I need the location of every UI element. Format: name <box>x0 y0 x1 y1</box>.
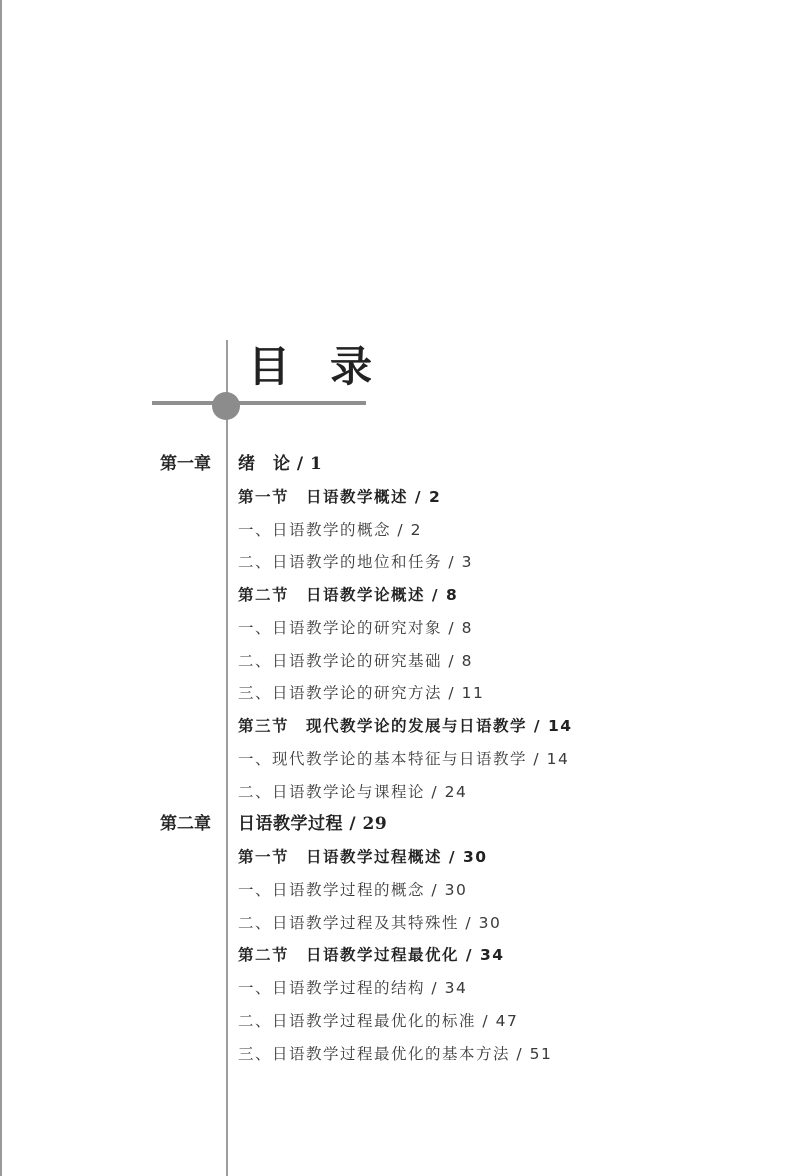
toc-chapter-row[interactable] <box>0 808 800 841</box>
toc-item-row[interactable] <box>0 776 800 809</box>
item-title: 二、日语教学论与课程论 / 24 <box>238 782 468 801</box>
toc-item-row[interactable] <box>0 1038 800 1071</box>
item-title: 三、日语教学过程最优化的基本方法 / 51 <box>238 1044 553 1063</box>
table-of-contents <box>0 448 800 1070</box>
toc-section-row[interactable] <box>0 939 800 972</box>
section-title: 第三节 现代教学论的发展与日语教学 / 14 <box>238 717 573 735</box>
item-title: 一、现代教学论的基本特征与日语教学 / 14 <box>238 749 570 768</box>
item-title: 一、日语教学论的研究对象 / 8 <box>238 618 473 637</box>
toc-item-row[interactable] <box>0 874 800 907</box>
chapter-title: 绪 论 / 1 <box>238 454 323 474</box>
item-title: 一、日语教学过程的概念 / 30 <box>238 880 468 899</box>
toc-item-row[interactable] <box>0 743 800 776</box>
section-title: 第一节 日语教学过程概述 / 30 <box>238 848 488 866</box>
item-title: 一、日语教学过程的结构 / 34 <box>238 979 468 997</box>
toc-item-row[interactable] <box>0 514 800 547</box>
section-title: 第二节 日语教学论概述 / 8 <box>238 586 459 604</box>
toc-section-row[interactable] <box>0 481 800 514</box>
toc-section-row[interactable] <box>0 710 800 743</box>
toc-item-row[interactable] <box>0 907 800 940</box>
toc-section-row[interactable] <box>0 841 800 874</box>
toc-chapter-row[interactable] <box>0 448 800 481</box>
item-title: 二、日语教学过程及其特殊性 / 30 <box>238 913 502 932</box>
toc-item-row[interactable] <box>0 645 800 678</box>
section-title: 第一节 日语教学概述 / 2 <box>238 487 442 506</box>
section-title: 第二节 日语教学过程最优化 / 34 <box>238 946 505 965</box>
toc-item-row[interactable] <box>0 612 800 645</box>
item-title: 二、日语教学论的研究基础 / 8 <box>238 651 473 670</box>
chapter-title: 日语教学过程 / 29 <box>238 814 388 835</box>
item-title: 三、日语教学论的研究方法 / 11 <box>238 684 485 703</box>
toc-heading-char-2: 录 <box>330 342 373 391</box>
item-title: 二、日语教学过程最优化的标准 / 47 <box>238 1011 519 1030</box>
toc-heading-char-1: 目 <box>248 342 291 391</box>
toc-item-row[interactable] <box>0 1005 800 1038</box>
heading-underline <box>152 401 366 405</box>
chapter-label: 第二章 <box>160 814 211 835</box>
toc-item-row[interactable] <box>0 546 800 579</box>
heading-dot-ornament <box>212 392 240 420</box>
toc-section-row[interactable] <box>0 579 800 612</box>
toc-heading <box>248 340 372 394</box>
toc-item-row[interactable] <box>0 972 800 1005</box>
item-title: 二、日语教学的地位和任务 / 3 <box>238 553 473 572</box>
chapter-label: 第一章 <box>160 454 211 474</box>
item-title: 一、日语教学的概念 / 2 <box>238 520 422 539</box>
toc-item-row[interactable] <box>0 677 800 710</box>
